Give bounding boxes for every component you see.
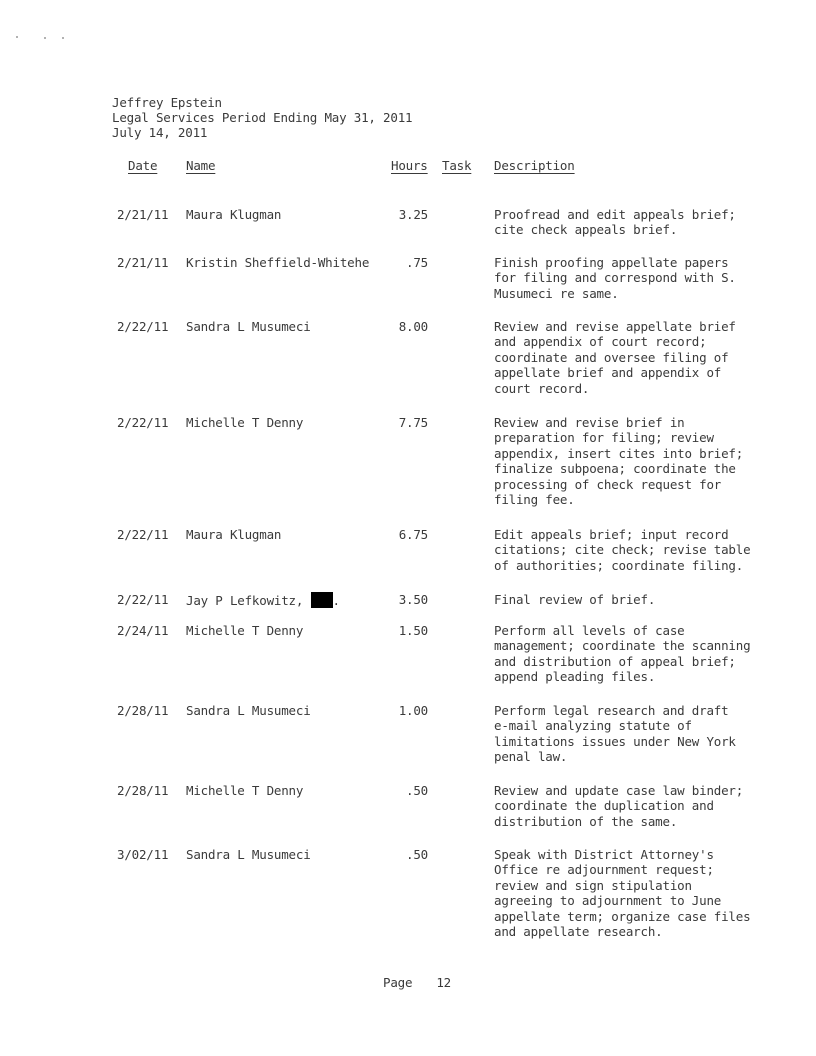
description-line: Proofread and edit appeals brief;	[494, 207, 736, 222]
description-line: and appendix of court record;	[494, 334, 707, 350]
description-line: Finish proofing appellate papers	[494, 255, 729, 270]
entry-date: 2/28/11	[117, 703, 169, 718]
description-line: processing of check request for	[494, 476, 722, 492]
entry-description	[494, 847, 794, 939]
entry-hours: 1.00	[398, 703, 428, 718]
page-number: 12	[436, 975, 451, 990]
client-name: Jeffrey Epstein	[112, 95, 222, 110]
description-line: preparation for filing; review	[494, 430, 714, 446]
entry-timekeeper	[186, 703, 311, 718]
description-line: agreeing to adjournment to June	[494, 893, 722, 909]
entry-timekeeper	[186, 847, 311, 862]
timekeeper-name: Maura Klugman	[186, 527, 282, 542]
timekeeper-name: Maura Klugman	[186, 207, 282, 222]
description-line: Review and update case law binder;	[494, 783, 744, 798]
entry-timekeeper	[186, 415, 303, 430]
description-line: and distribution of appeal brief;	[494, 653, 736, 669]
entry-date: 2/22/11	[117, 319, 169, 334]
entry-description	[494, 255, 794, 301]
timekeeper-name: Jay P Lefkowitz,	[186, 593, 304, 608]
entry-date: 2/22/11	[117, 592, 169, 607]
description-line: review and sign stipulation	[494, 877, 692, 893]
description-line: for filing and correspond with S.	[494, 270, 736, 286]
entry-timekeeper	[186, 255, 369, 270]
statement-date: July 14, 2011	[112, 125, 208, 140]
description-line: filing fee.	[494, 492, 575, 508]
description-line: limitations issues under New York	[494, 733, 736, 749]
description-line: coordinate and oversee filing of	[494, 349, 729, 365]
entry-hours: .50	[406, 847, 428, 862]
timekeeper-name: Sandra L Musumeci	[186, 703, 311, 718]
entry-date: 2/24/11	[117, 623, 169, 638]
description-line: distribution of the same.	[494, 813, 678, 829]
column-header-date: Date	[128, 158, 158, 173]
description-line: Office re adjournment request;	[494, 862, 714, 878]
entry-timekeeper	[186, 319, 311, 334]
entry-date: 2/22/11	[117, 527, 169, 542]
description-line: and appellate research.	[494, 924, 663, 940]
entry-description	[494, 527, 794, 573]
entry-hours: .50	[406, 783, 428, 798]
description-line: Review and revise appellate brief	[494, 319, 736, 334]
page-label: Page	[383, 975, 413, 990]
entry-hours: 1.50	[398, 623, 428, 638]
timekeeper-name: Kristin Sheffield-Whitehe	[186, 255, 370, 270]
entry-hours: 7.75	[398, 415, 428, 430]
entry-hours: 3.50	[398, 592, 428, 607]
description-line: citations; cite check; revise table	[494, 542, 751, 558]
entry-description	[494, 415, 794, 507]
column-header-hours: Hours	[391, 158, 428, 173]
description-line: appellate term; organize case files	[494, 908, 751, 924]
entry-date: 2/22/11	[117, 415, 169, 430]
description-line: management; coordinate the scanning	[494, 638, 751, 654]
timekeeper-name: Sandra L Musumeci	[186, 319, 311, 334]
timekeeper-name-suffix: .	[332, 593, 340, 608]
entry-date: 2/28/11	[117, 783, 169, 798]
description-line: appellate brief and appendix of	[494, 365, 722, 381]
billing-period: Legal Services Period Ending May 31, 2011	[112, 110, 413, 125]
entry-date: 2/21/11	[117, 255, 169, 270]
column-header-description: Description	[494, 158, 575, 173]
description-line: penal law.	[494, 749, 568, 765]
description-line: e-mail analyzing statute of	[494, 718, 692, 734]
redaction-block	[311, 592, 333, 608]
entry-timekeeper	[186, 623, 303, 638]
description-line: Speak with District Attorney's	[494, 847, 714, 862]
timekeeper-name: Michelle T Denny	[186, 783, 304, 798]
description-line: Perform legal research and draft	[494, 703, 729, 718]
entry-hours: 6.75	[398, 527, 428, 542]
description-line: Musumeci re same.	[494, 285, 619, 301]
entry-description	[494, 783, 794, 829]
timekeeper-name: Sandra L Musumeci	[186, 847, 311, 862]
timekeeper-name: Michelle T Denny	[186, 623, 304, 638]
entry-description	[494, 319, 794, 396]
description-line: Review and revise brief in	[494, 415, 685, 430]
column-header-task: Task	[442, 158, 472, 173]
entry-hours: 3.25	[398, 207, 428, 222]
entry-hours: 8.00	[398, 319, 428, 334]
entry-timekeeper	[186, 783, 303, 798]
entry-timekeeper	[186, 207, 281, 222]
entry-description	[494, 207, 794, 238]
entry-date: 3/02/11	[117, 847, 169, 862]
description-line: appendix, insert cites into brief;	[494, 445, 744, 461]
entry-hours: .75	[406, 255, 428, 270]
description-line: of authorities; coordinate filing.	[494, 557, 744, 573]
timekeeper-name: Michelle T Denny	[186, 415, 304, 430]
entry-timekeeper	[186, 592, 340, 608]
description-line: coordinate the duplication and	[494, 798, 714, 814]
description-line: finalize subpoena; coordinate the	[494, 461, 736, 477]
entry-timekeeper	[186, 527, 281, 542]
column-header-name: Name	[186, 158, 216, 173]
description-line: cite check appeals brief.	[494, 222, 678, 238]
description-line: Final review of brief.	[494, 592, 656, 607]
page-footer	[383, 975, 451, 990]
description-line: Perform all levels of case	[494, 623, 685, 638]
entry-description	[494, 703, 794, 765]
entry-date: 2/21/11	[117, 207, 169, 222]
entry-description	[494, 592, 794, 607]
entry-description	[494, 623, 794, 685]
description-line: Edit appeals brief; input record	[494, 527, 729, 542]
description-line: append pleading files.	[494, 669, 656, 685]
description-line: court record.	[494, 380, 590, 396]
